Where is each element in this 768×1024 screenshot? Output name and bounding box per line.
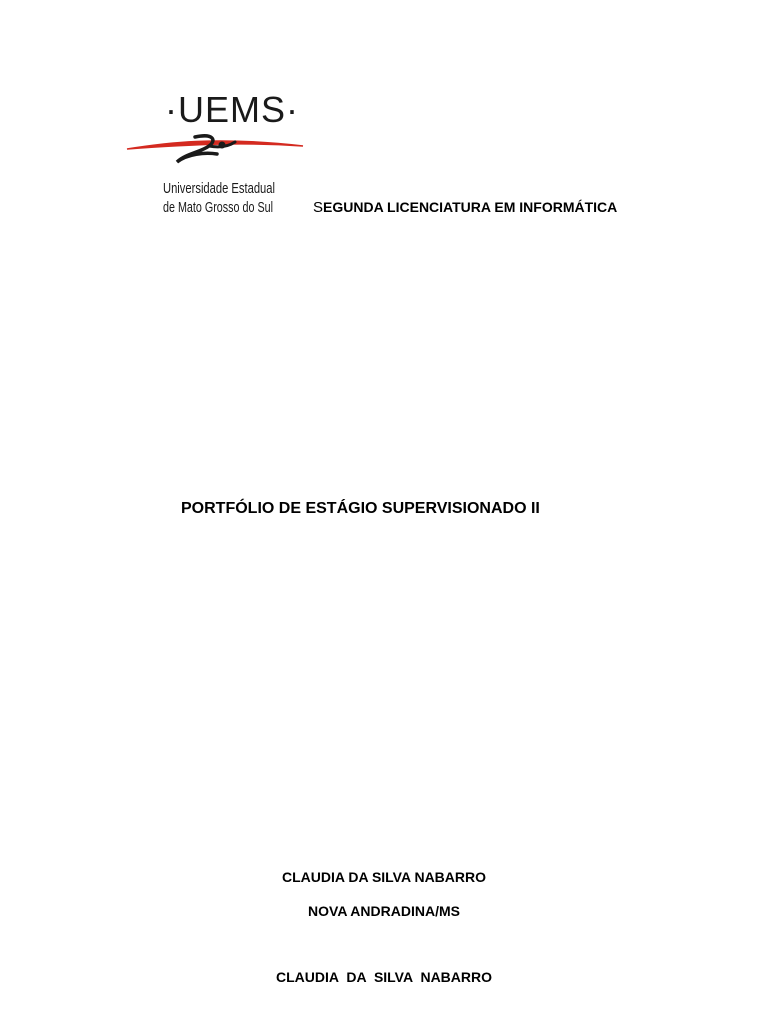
author-name-repeat: CLAUDIA DA SILVA NABARRO	[275, 969, 493, 985]
author-name: CLAUDIA DA SILVA NABARRO	[281, 869, 487, 885]
program-name	[313, 199, 617, 216]
logo-line-2: de Mato Grosso do Sul	[163, 200, 273, 216]
document-title: PORTFÓLIO DE ESTÁGIO SUPERVISIONADO II	[181, 500, 540, 517]
program-rest: EGUNDA LICENCIATURA EM INFORMÁTICA	[323, 199, 618, 215]
logo-line-1: Universidade Estadual	[163, 181, 275, 197]
city-state: NOVA ANDRADINA/MS	[308, 903, 460, 919]
logo-wordmark: ·UEMS·	[165, 89, 299, 130]
program-first-letter: S	[313, 199, 324, 216]
uems-logo	[125, 88, 310, 220]
